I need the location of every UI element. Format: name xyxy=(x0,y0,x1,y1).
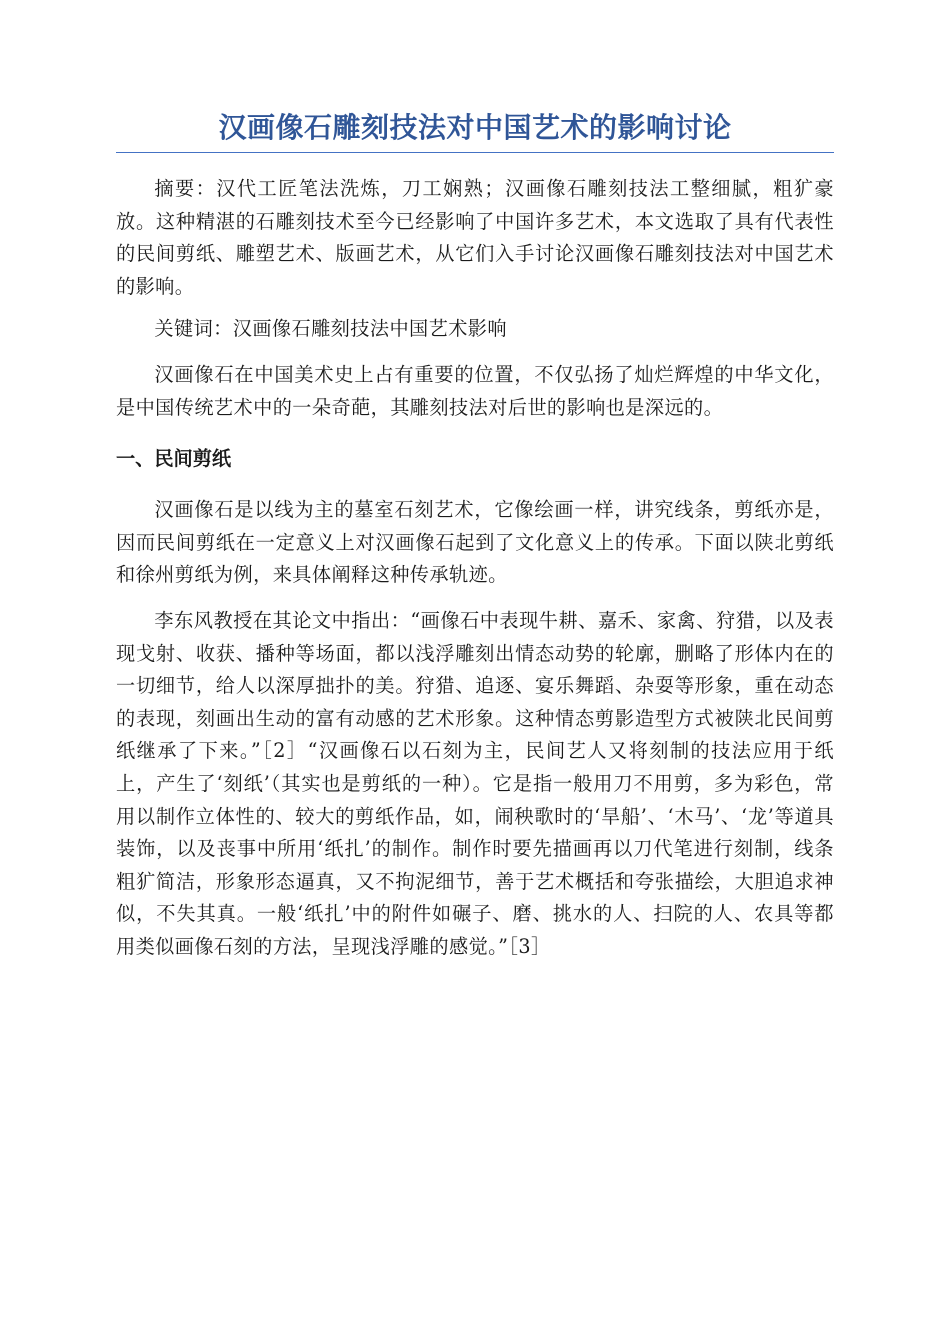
keywords-paragraph: 关键词：汉画像石雕刻技法中国艺术影响 xyxy=(154,317,507,341)
section-heading: 一、民间剪纸 xyxy=(116,447,232,471)
body-paragraph: 李东风教授在其论文中指出：“画像石中表现牛耕、嘉禾、家禽、狩猎，以及表现戈射、收获、播种等场面，都以浅浮雕刻出情态动势的轮廓，删略了形体内在的一切细节，给人以深厚拙扑的美。狩猎、追逐、宴乐舞蹈、杂耍等形象，重在动态的表现，刻画出生动的富有动感的艺术形象。这种情态剪影造型方式被陕北民间剪纸继承了下来。”［2］“汉画像石以石刻为主，民间艺人又将刻制的技法应用于纸上，产生了‘刻纸’（其实也是剪纸的一种）。它是指一般用刀不用剪，多为彩色，常用以制作立体性的、较大的剪纸作品，如，闹秧歌时的‘旱船’、‘木马’、‘龙’等道具装饰，以及丧事中所用‘纸扎’的制作。制作时要先描画再以刀代笔进行刻制，线条粗犷简洁，形象形态逼真，又不拘泥细节，善于艺术概括和夸张描绘，大胆追求神似，不失其真。一般‘纸扎’中的附件如碾子、磨、挑水的人、扫院的人、农具等都用类似画像石刻的方法，呈现浅浮雕的感觉。”［3］ xyxy=(116,608,834,958)
document-title: 汉画像石雕刻技法对中国艺术的影响讨论 xyxy=(116,108,834,153)
abstract-paragraph: 摘要：汉代工匠笔法洗炼，刀工娴熟；汉画像石雕刻技法工整细腻，粗犷豪放。这种精湛的石雕刻技术至今已经影响了中国许多艺术，本文选取了具有代表性的民间剪纸、雕塑艺术、版画艺术，从它们入手讨论汉画像石雕刻技法对中国艺术的影响。 xyxy=(116,177,834,298)
body-paragraph: 汉画像石是以线为主的墓室石刻艺术，它像绘画一样，讲究线条，剪纸亦是，因而民间剪纸在一定意义上对汉画像石起到了文化意义上的传承。下面以陕北剪纸和徐州剪纸为例，来具体阐释这种传承轨迹。 xyxy=(116,498,834,587)
document-page xyxy=(116,108,834,963)
intro-paragraph: 汉画像石在中国美术史上占有重要的位置，不仅弘扬了灿烂辉煌的中华文化，是中国传统艺术中的一朵奇葩，其雕刻技法对后世的影响也是深远的。 xyxy=(116,362,834,419)
